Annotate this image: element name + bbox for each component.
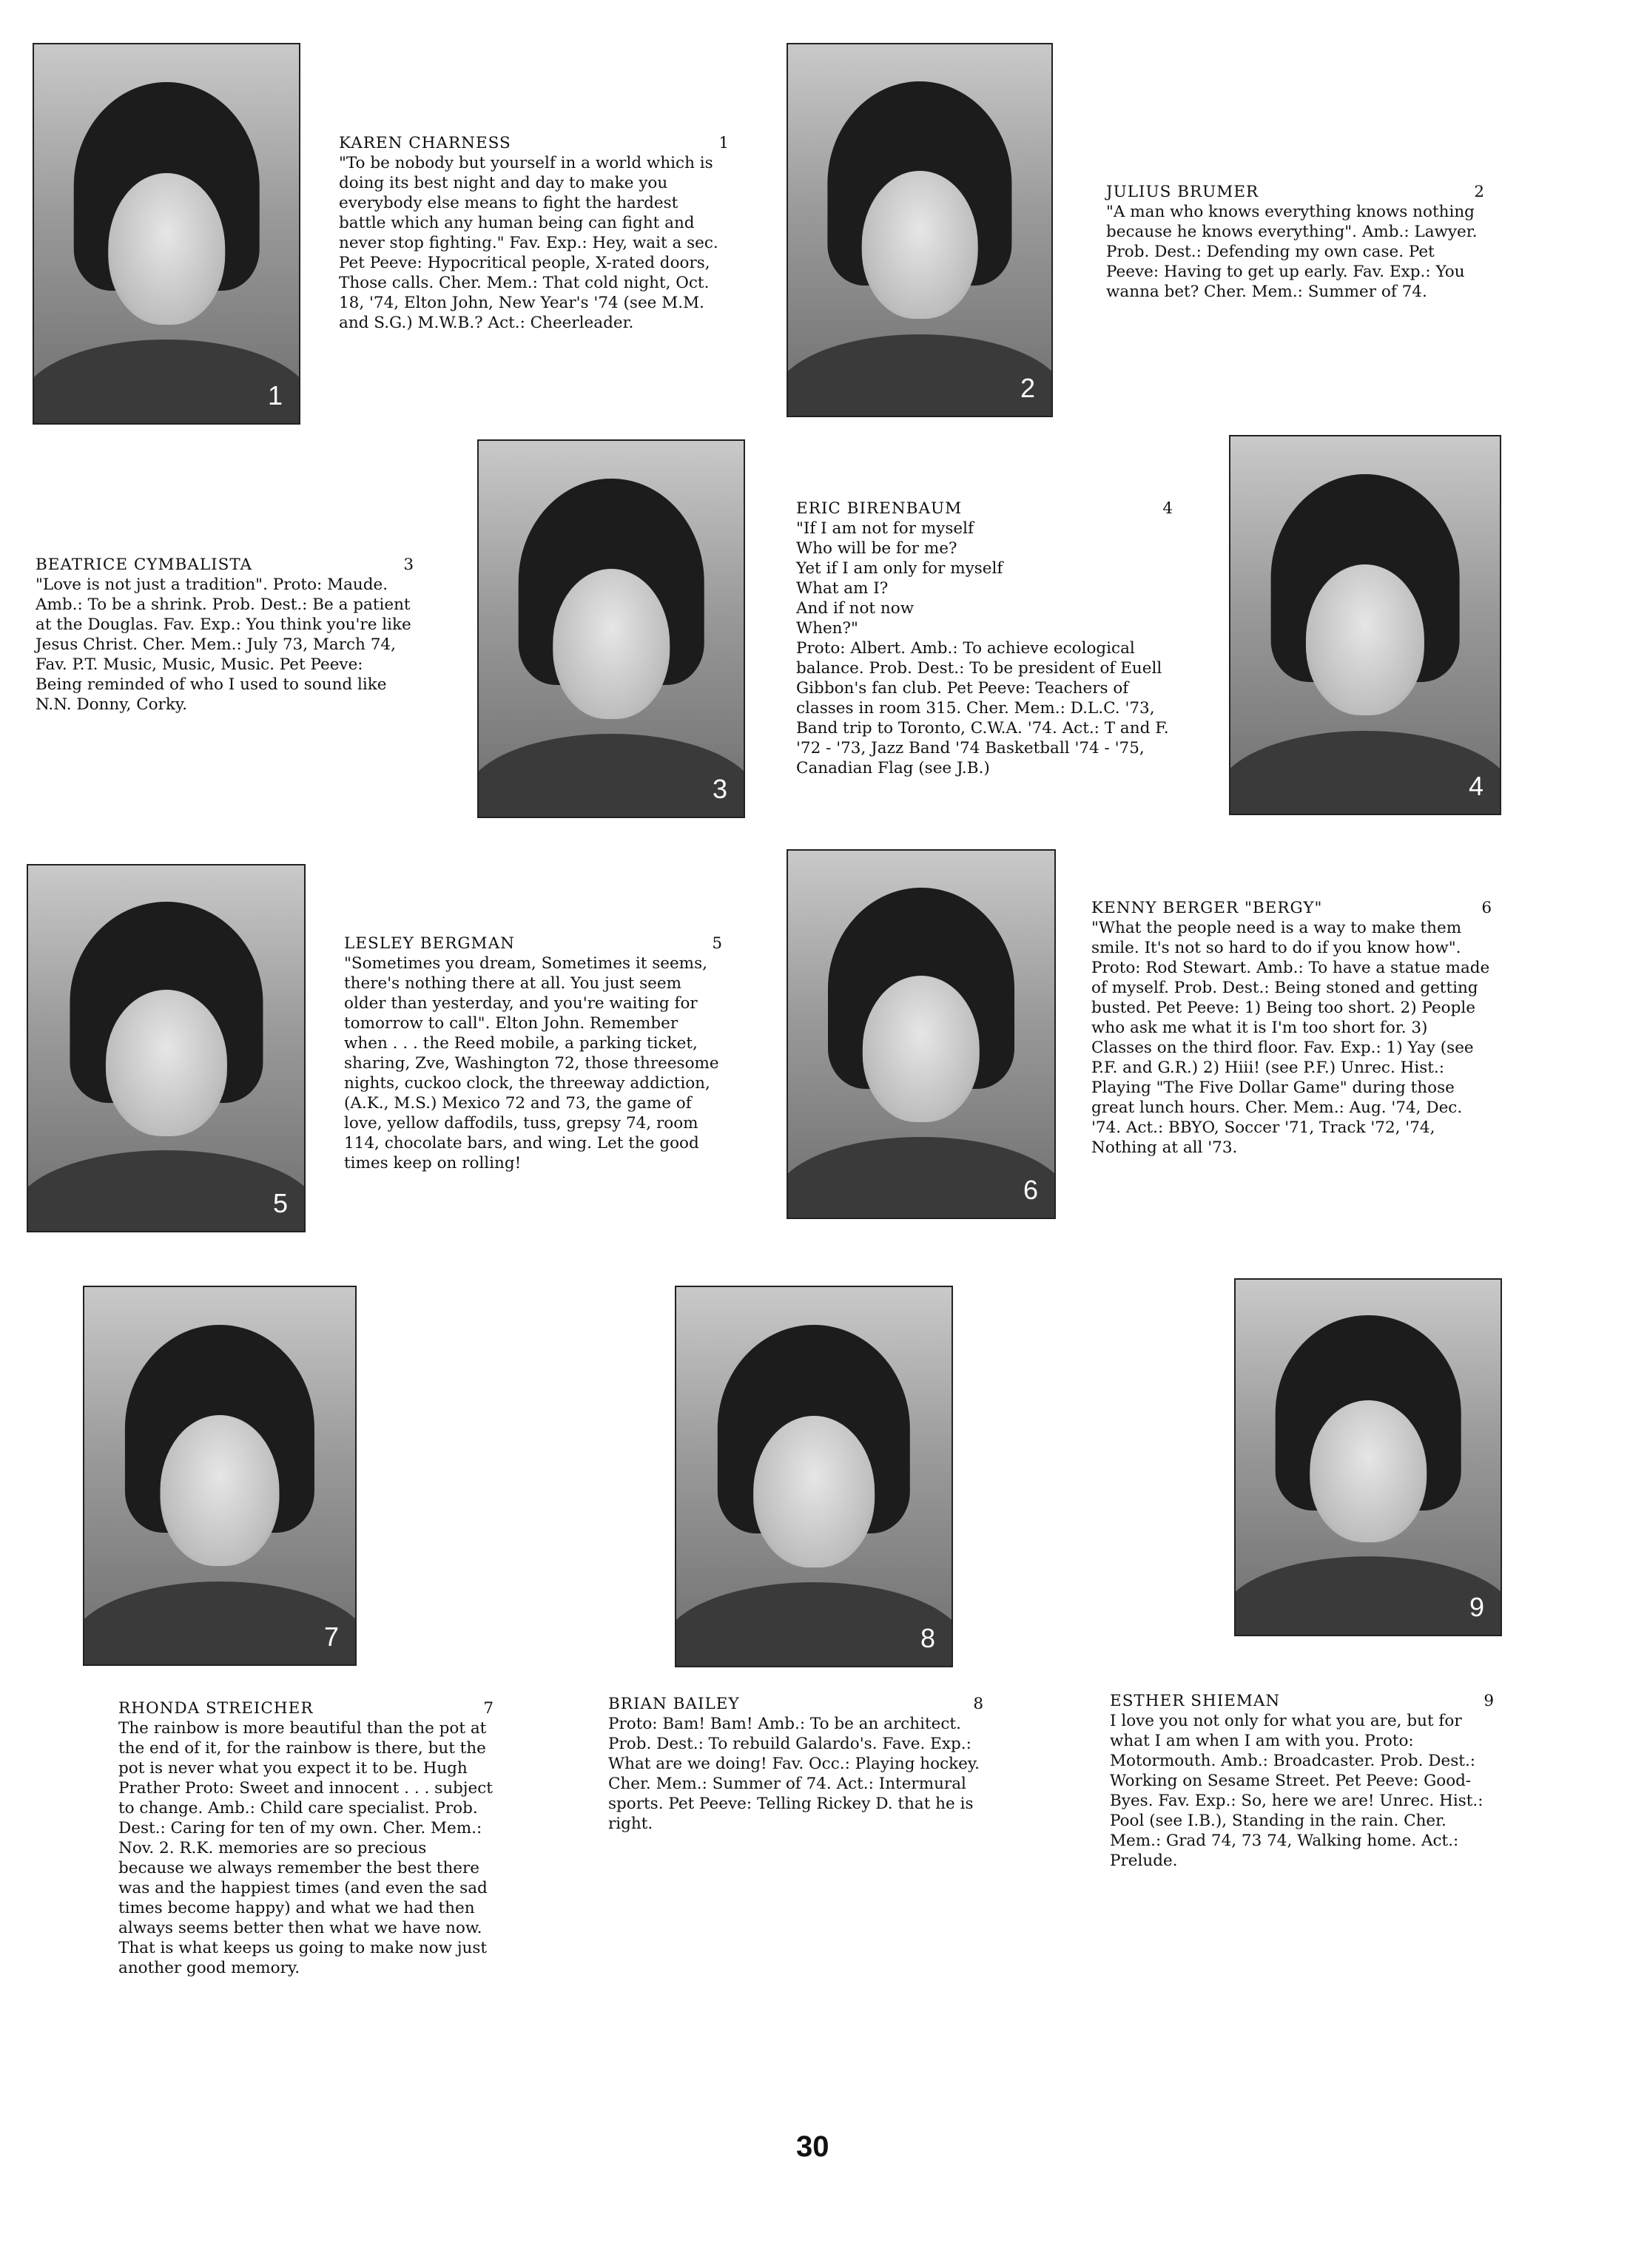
student-number: 8	[973, 1695, 984, 1713]
student-name: RHONDA STREICHER	[118, 1699, 314, 1718]
photo-number-label: 2	[1020, 373, 1035, 403]
bio-entry-2	[1106, 182, 1485, 302]
photo-number-label: 4	[1468, 771, 1483, 801]
bio-entry-1	[339, 133, 730, 333]
student-number: 6	[1481, 899, 1492, 917]
student-number: 2	[1474, 183, 1485, 201]
portrait-photo-7	[83, 1286, 357, 1666]
photo-number-label: 1	[267, 380, 283, 411]
portrait-shoulders	[27, 1150, 306, 1232]
photo-number-label: 3	[712, 774, 727, 804]
student-number: 4	[1162, 499, 1173, 518]
student-name: ERIC BIRENBAUM	[796, 499, 963, 518]
portrait-face	[160, 1415, 279, 1566]
student-number: 7	[483, 1699, 494, 1718]
bio-entry-7	[118, 1698, 494, 1978]
student-name: ESTHER SHIEMAN	[1110, 1692, 1281, 1710]
portrait-photo-5	[27, 864, 306, 1232]
portrait-shoulders	[675, 1582, 953, 1667]
bio-entry-3	[36, 555, 414, 715]
photo-number-label: 5	[272, 1188, 288, 1218]
bio-text: "Sometimes you dream, Sometimes it seems, there's nothing there at all. You just seem older than yesterday, and you're waiting for tomorrow to call". Elton John. Remember when . . . the Reed mobile, a parking ticket, sharing, Zve, Washington 72, those threesome nights, cuckoo clock, the threeway addiction, (A.K., M.S.) Mexico 72 and 73, the game of love, yellow daffodils, tuss, grepsy 74, room 114, chocolate bars, and wing. Let the good times keep on rolling!	[344, 954, 719, 1172]
student-number: 1	[718, 134, 730, 152]
portrait-photo-9	[1234, 1278, 1502, 1636]
photo-number-label: 7	[323, 1621, 339, 1652]
portrait-photo-3	[477, 439, 745, 818]
bio-entry-6	[1091, 898, 1492, 1158]
portrait-face	[108, 173, 225, 325]
student-number: 3	[403, 556, 414, 574]
bio-heading	[1110, 1691, 1495, 1711]
bio-heading	[1091, 898, 1492, 918]
bio-text: "A man who knows everything knows nothing because he knows everything". Amb.: Lawyer. Prob. Dest.: Defending my own case. Pet Peeve: Having to get up early. Fav. Exp.: You wanna bet? Cher. Mem.: Summer of 74.	[1106, 203, 1478, 301]
student-name: LESLEY BERGMAN	[344, 934, 515, 953]
photo-number-label: 6	[1023, 1175, 1038, 1205]
bio-heading	[344, 934, 723, 954]
bio-text: Proto: Bam! Bam! Amb.: To be an architect. Prob. Dest.: To rebuild Galardo's. Fave. Exp.: What are we doing! Fav. Occ.: Playing hockey. Cher. Mem.: Summer of 74. Act.: Intermural sports. Pet Peeve: Telling Rickey D. that he is right.	[608, 1715, 980, 1833]
student-name: BEATRICE CYMBALISTA	[36, 556, 253, 574]
bio-text: "To be nobody but yourself in a world which is doing its best night and day to make you everybody else means to fight the hardest battle which any human being can fight and never stop fighting." Fav. Exp.: Hey, wait a sec. Pet Peeve: Hypocritical people, X-rated doors, Those calls. Cher. Mem.: That cold night, Oct. 18, '74, Elton John, New Year's '74 (see M.M. and S.G.) M.W.B.? Act.: Cheerleader.	[339, 154, 718, 332]
portrait-photo-8	[675, 1286, 953, 1667]
bio-text: The rainbow is more beautiful than the pot at the end of it, for the rainbow is there, but the pot is never what you expect it to be. Hugh Prather Proto: Sweet and innocent . . . subject to change. Amb.: Child care specialist. Prob. Dest.: Caring for ten of my own. Cher. Mem.: Nov. 2. R.K. memories are so precious because we always remember the best there was and the happiest times (and even the sad times become happy) and what we had then always seems better then what we have now. That is what keeps us going to make now just another good memory.	[118, 1719, 493, 1977]
portrait-shoulders	[787, 334, 1053, 417]
student-name: KENNY BERGER "BERGY"	[1091, 899, 1323, 917]
bio-text: "Love is not just a tradition". Proto: Maude. Amb.: To be a shrink. Prob. Dest.: Be a patient at the Douglas. Fav. Exp.: You think you're like Jesus Christ. Cher. Mem.: July 73, March 74, Fav. P.T. Music, Music, Music. Pet Peeve: Being reminded of who I used to sound like N.N. Donny, Corky.	[36, 576, 411, 714]
portrait-photo-2	[787, 43, 1053, 417]
portrait-face	[105, 990, 226, 1136]
portrait-photo-1	[33, 43, 300, 425]
portrait-shoulders	[1229, 731, 1501, 815]
bio-entry-4	[796, 499, 1173, 778]
bio-heading	[796, 499, 1173, 519]
portrait-shoulders	[787, 1137, 1056, 1219]
portrait-face	[553, 569, 670, 719]
student-name: JULIUS BRUMER	[1106, 183, 1259, 201]
bio-heading	[339, 133, 730, 153]
portrait-photo-6	[787, 849, 1056, 1219]
page-number: 30	[796, 2130, 829, 2163]
bio-text: I love you not only for what you are, but for what I am when I am with you. Proto: Motormouth. Amb.: Broadcaster. Prob. Dest.: Working on Sesame Street. Pet Peeve: Good-Byes. Fav. Exp.: So, here we are! Unrec. Hist.: Pool (see I.B.), Standing in the rain. Cher. Mem.: Grad 74, 73 74, Walking home. Act.: Prelude.	[1110, 1712, 1483, 1870]
bio-heading	[118, 1698, 494, 1718]
bio-entry-9	[1110, 1691, 1495, 1871]
portrait-face	[863, 976, 980, 1122]
bio-entry-8	[608, 1694, 984, 1834]
portrait-shoulders	[477, 734, 745, 818]
student-name: BRIAN BAILEY	[608, 1695, 740, 1713]
student-number: 9	[1483, 1692, 1495, 1710]
bio-heading	[1106, 182, 1485, 202]
portrait-face	[753, 1416, 875, 1567]
photo-number-label: 9	[1469, 1592, 1484, 1622]
portrait-face	[862, 171, 978, 320]
portrait-photo-4	[1229, 435, 1501, 815]
portrait-face	[1306, 564, 1424, 715]
bio-heading	[608, 1694, 984, 1714]
photo-number-label: 8	[920, 1623, 935, 1653]
bio-entry-5	[344, 934, 723, 1173]
portrait-shoulders	[83, 1582, 357, 1666]
portrait-face	[1310, 1400, 1427, 1542]
student-number: 5	[712, 934, 723, 953]
bio-heading	[36, 555, 414, 575]
student-name: KAREN CHARNESS	[339, 134, 511, 152]
bio-text: "What the people need is a way to make them smile. It's not so hard to do if you know how". Proto: Rod Stewart. Amb.: To have a statue made of myself. Prob. Dest.: Being stoned and getting busted. Pet Peeve: 1) Being too short. 2) People who ask me what it is I'm too short for. 3) Classes on the third floor. Fav. Exp.: 1) Yay (see P.F. and G.R.) 2) Hiii! (see P.F.) Unrec. Hist.: Playing "The Five Dollar Game" during those great lunch hours. Cher. Mem.: Aug. '74, Dec. '74. Act.: BBYO, Soccer '71, Track '72, '74, Nothing at all '73.	[1091, 919, 1490, 1157]
bio-text: "If I am not for myself Who will be for me? Yet if I am only for myself What am I? And if not now When?" Proto: Albert. Amb.: To achieve ecological balance. Prob. Dest.: To be president of Euell Gibbon's fan club. Pet Peeve: Teachers of classes in room 315. Cher. Mem.: D.L.C. '73, Band trip to Toronto, C.W.A. '74. Act.: T and F. '72 - '73, Jazz Band '74 Basketball '74 - '75, Canadian Flag (see J.B.)	[796, 519, 1169, 777]
portrait-shoulders	[33, 340, 300, 425]
portrait-shoulders	[1234, 1556, 1502, 1636]
